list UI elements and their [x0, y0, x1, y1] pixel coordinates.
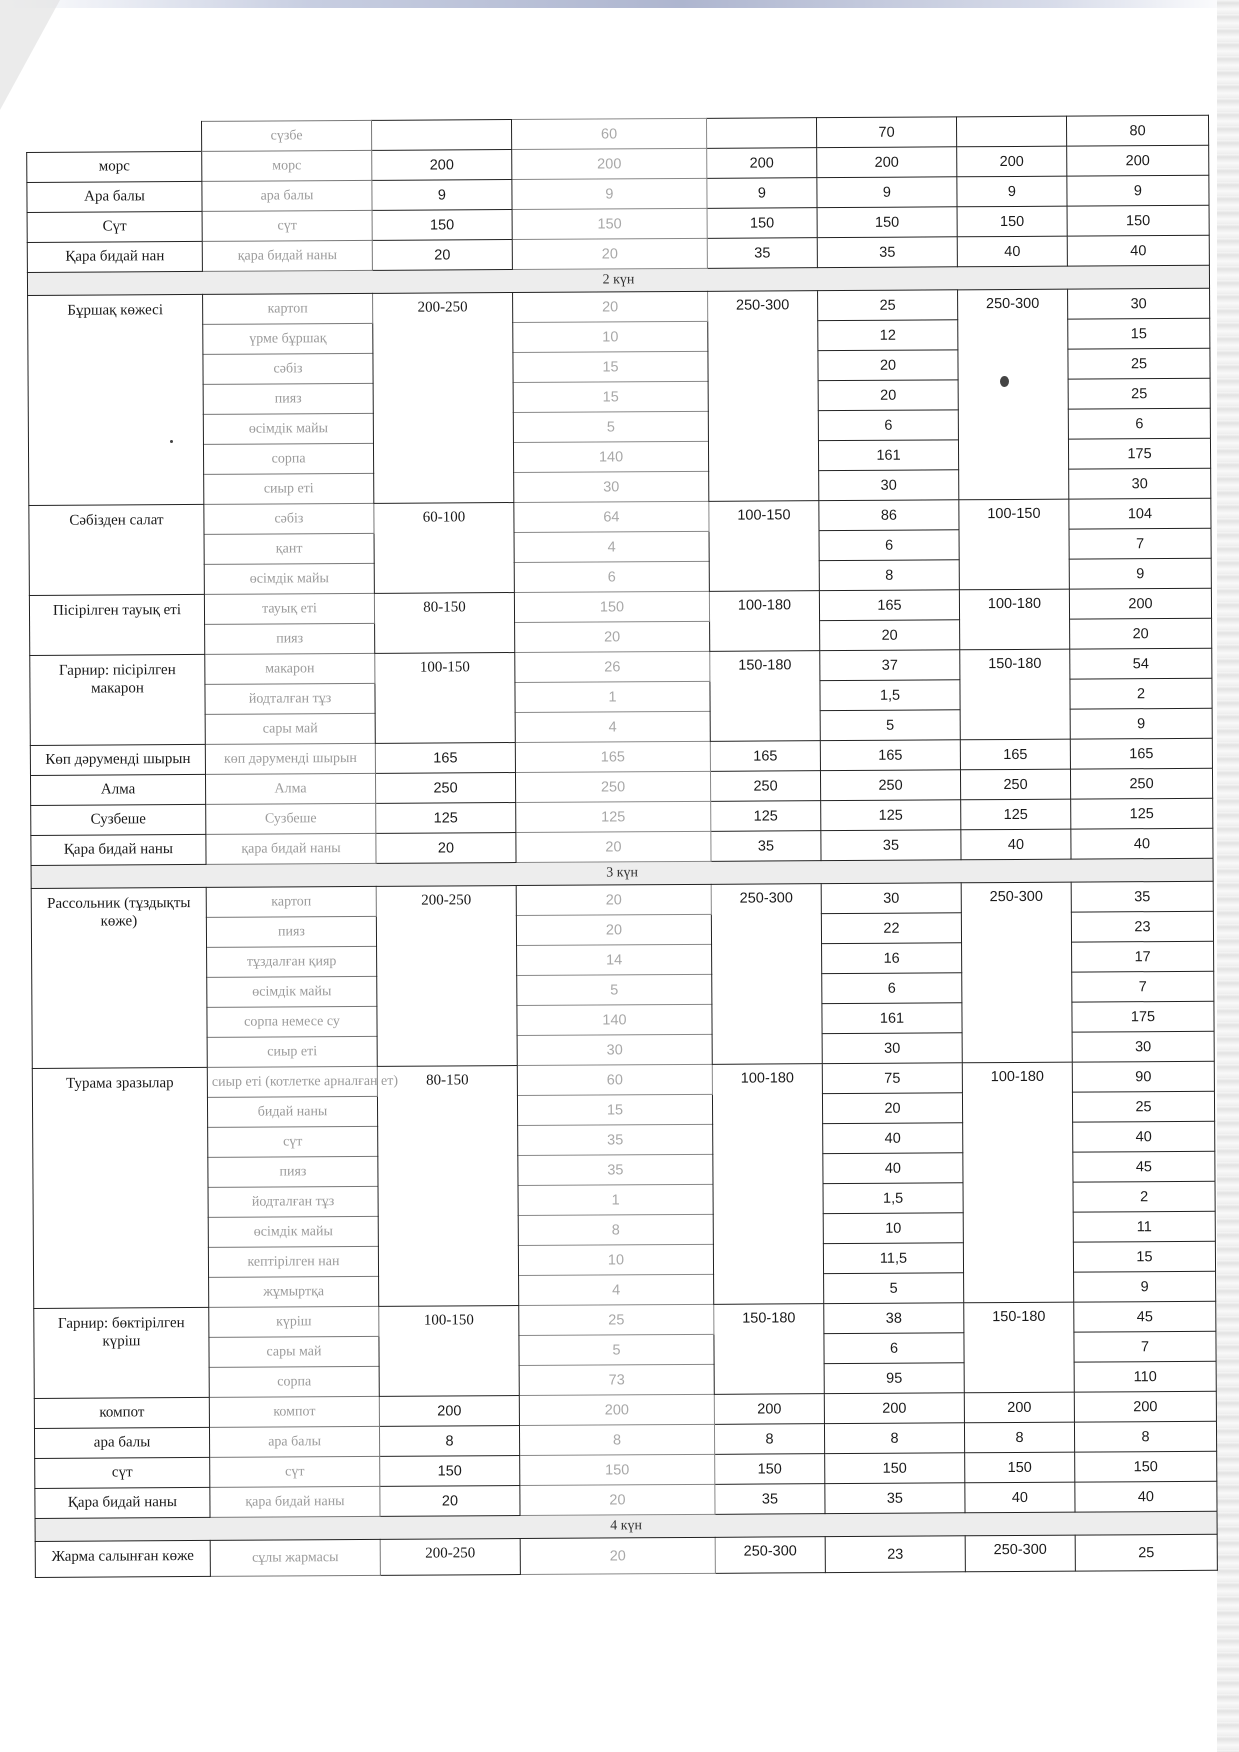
gross-group3: 23 — [1071, 911, 1213, 942]
dish-name: сүт — [35, 1457, 210, 1488]
portion-group2: 150-180 — [710, 651, 821, 742]
gross-group2: 22 — [821, 913, 961, 944]
ingredient-name: йодталған тұз — [208, 1186, 378, 1217]
gross-group3: 35 — [1071, 881, 1213, 912]
gross-group1: 10 — [513, 321, 708, 352]
ingredient-name: тауық еті — [204, 593, 374, 624]
portion-group1: 150 — [372, 210, 512, 241]
ingredient-name: сары май — [205, 713, 375, 744]
gross-group2: 25 — [818, 290, 958, 321]
portion-group1: 100-150 — [379, 1306, 520, 1397]
gross-group3: 9 — [1067, 175, 1209, 206]
portion-group2: 100-180 — [709, 591, 819, 652]
portion-group1: 100-150 — [375, 653, 516, 744]
gross-group3: 200 — [1069, 588, 1211, 619]
day-label: 4 күн — [35, 1511, 1217, 1541]
portion-group2: 125 — [711, 801, 821, 832]
gross-group2: 95 — [824, 1363, 964, 1394]
portion-group1: 20 — [376, 833, 516, 864]
dish-name: Сузбеше — [31, 804, 206, 835]
dish-name: Ара балы — [27, 181, 202, 212]
gross-group2: 200 — [817, 147, 957, 178]
gross-group1: 20 — [520, 1537, 715, 1574]
gross-group2: 86 — [819, 500, 959, 531]
gross-group2: 6 — [819, 530, 959, 561]
gross-group3: 104 — [1069, 498, 1211, 529]
ingredient-name: ара балы — [209, 1426, 379, 1457]
ingredient-name: сорпа — [209, 1366, 379, 1397]
scan-edge-right — [1217, 0, 1239, 1752]
gross-group1: 4 — [519, 1274, 714, 1305]
portion-group3: 250-300 — [958, 289, 1069, 500]
portion-group3: 165 — [960, 739, 1070, 770]
ingredient-name: кептірілген нан — [208, 1246, 378, 1277]
portion-group2: 100-180 — [712, 1064, 823, 1305]
gross-group3: 40 — [1067, 235, 1209, 266]
table-row — [31, 881, 1213, 918]
ingredient-name: пияз — [208, 1156, 378, 1187]
portion-group3: 250-300 — [965, 1535, 1075, 1572]
gross-group1: 250 — [515, 771, 710, 802]
gross-group3: 30 — [1072, 1031, 1214, 1062]
gross-group1: 4 — [515, 711, 710, 742]
gross-group2: 9 — [817, 177, 957, 208]
gross-group3: 165 — [1070, 738, 1212, 769]
gross-group3: 250 — [1070, 768, 1212, 799]
ingredient-name: сүзбе — [201, 120, 371, 151]
portion-group2: 165 — [710, 741, 820, 772]
gross-group3: 110 — [1074, 1361, 1216, 1392]
gross-group2: 6 — [822, 973, 962, 1004]
dish-name: Бұршақ көжесі — [28, 294, 204, 505]
ingredient-name: қант — [204, 533, 374, 564]
gross-group3: 25 — [1072, 1091, 1214, 1122]
gross-group1: 150 — [514, 591, 709, 622]
portion-group3: 8 — [964, 1422, 1074, 1453]
portion-group2: 150 — [707, 208, 817, 239]
gross-group1: 14 — [517, 944, 712, 975]
gross-group1: 200 — [519, 1394, 714, 1425]
gross-group1: 20 — [512, 238, 707, 269]
portion-group3: 100-150 — [959, 499, 1070, 590]
gross-group2: 75 — [822, 1063, 962, 1094]
gross-group1: 20 — [513, 291, 708, 322]
gross-group1: 165 — [515, 741, 710, 772]
portion-group2: 250 — [710, 771, 820, 802]
gross-group1: 60 — [517, 1064, 712, 1095]
gross-group2: 38 — [824, 1303, 964, 1334]
portion-group3: 40 — [961, 829, 1071, 860]
ingredient-name: пияз — [206, 916, 376, 947]
gross-group2: 165 — [819, 590, 959, 621]
ingredient-name: көп дәруменді шырын — [205, 743, 375, 774]
portion-group1: 200-250 — [376, 886, 517, 1067]
gross-group2: 12 — [818, 320, 958, 351]
ingredient-name: тұздалған қияр — [207, 946, 377, 977]
gross-group1: 26 — [515, 651, 710, 682]
scan-dot — [1000, 376, 1009, 387]
gross-group3: 40 — [1071, 828, 1213, 859]
gross-group3: 11 — [1073, 1211, 1215, 1242]
gross-group1: 140 — [513, 441, 708, 472]
gross-group1: 9 — [512, 178, 707, 209]
gross-group2: 30 — [822, 1033, 962, 1064]
gross-group2: 35 — [825, 1483, 965, 1514]
ingredient-name: сәбіз — [204, 503, 374, 534]
portion-group2 — [706, 118, 816, 149]
portion-group3: 200 — [964, 1392, 1074, 1423]
gross-group3: 45 — [1073, 1151, 1215, 1182]
gross-group3: 15 — [1073, 1241, 1215, 1272]
dish-name: Гарнир: бөктірілген күріш — [34, 1307, 210, 1398]
portion-group2: 250-300 — [715, 1537, 825, 1574]
portion-group2: 150-180 — [714, 1304, 825, 1395]
ingredient-name: пияз — [205, 623, 375, 654]
gross-group2: 8 — [824, 1423, 964, 1454]
portion-group1: 8 — [379, 1426, 519, 1457]
ingredient-name: өсімдік майы — [204, 563, 374, 594]
gross-group1: 140 — [517, 1004, 712, 1035]
gross-group2: 165 — [820, 740, 960, 771]
gross-group3: 17 — [1072, 941, 1214, 972]
gross-group2: 40 — [823, 1153, 963, 1184]
gross-group3: 200 — [1067, 145, 1209, 176]
dish-name: Қара бидай нан — [27, 241, 202, 272]
gross-group1: 20 — [515, 621, 710, 652]
portion-group2: 250-300 — [711, 884, 822, 1065]
portion-group1: 200 — [379, 1396, 519, 1427]
gross-group2: 40 — [823, 1123, 963, 1154]
scan-speck — [170, 440, 173, 443]
dish-name: Қара бидай наны — [35, 1487, 210, 1518]
gross-group2: 8 — [819, 560, 959, 591]
portion-group2: 35 — [707, 238, 817, 269]
dish-name: Рассольник (тұздықты көже) — [31, 887, 207, 1068]
ingredient-name: пияз — [203, 383, 373, 414]
gross-group2: 16 — [822, 943, 962, 974]
gross-group1: 5 — [517, 974, 712, 1005]
gross-group3: 150 — [1067, 205, 1209, 236]
gross-group2: 125 — [821, 800, 961, 831]
portion-group3: 200 — [957, 146, 1067, 177]
gross-group1: 35 — [518, 1124, 713, 1155]
ingredient-name: қара бидай наны — [206, 833, 376, 864]
gross-group1: 5 — [513, 411, 708, 442]
gross-group2: 20 — [820, 620, 960, 651]
ingredient-name: өсімдік майы — [207, 976, 377, 1007]
gross-group2: 35 — [821, 830, 961, 861]
table-row — [28, 288, 1210, 325]
dish-name: Қара бидай наны — [31, 834, 206, 865]
gross-group3: 8 — [1074, 1421, 1216, 1452]
gross-group3: 80 — [1066, 115, 1208, 146]
portion-group1: 80-150 — [377, 1066, 518, 1307]
gross-group3: 15 — [1068, 318, 1210, 349]
gross-group1: 15 — [513, 351, 708, 382]
dish-name: Гарнир: пісірілген макарон — [30, 654, 206, 745]
table-row — [29, 588, 1211, 625]
gross-group3: 9 — [1074, 1271, 1216, 1302]
portion-group2: 200 — [714, 1394, 824, 1425]
ingredient-name: сүт — [210, 1456, 380, 1487]
portion-group1: 200-250 — [380, 1539, 520, 1576]
gross-group2: 1,5 — [823, 1183, 963, 1214]
gross-group2: 35 — [817, 237, 957, 268]
table-row — [30, 648, 1212, 685]
portion-group1: 200-250 — [373, 293, 514, 504]
portion-group3: 150-180 — [964, 1302, 1075, 1393]
table-row — [29, 498, 1211, 535]
portion-group3: 100-180 — [959, 589, 1069, 650]
gross-group2: 10 — [823, 1213, 963, 1244]
portion-group1: 80-150 — [374, 593, 514, 654]
ingredient-name: сорпа немесе су — [207, 1006, 377, 1037]
gross-group3: 54 — [1070, 648, 1212, 679]
table-row — [35, 1534, 1217, 1577]
portion-group1: 60-100 — [374, 503, 515, 594]
gross-group3: 6 — [1068, 408, 1210, 439]
portion-group3: 100-180 — [962, 1062, 1073, 1303]
ingredient-name: макарон — [205, 653, 375, 684]
gross-group2: 6 — [818, 410, 958, 441]
dish-name: Сәбізден салат — [29, 504, 205, 595]
ingredient-name: сәбіз — [203, 353, 373, 384]
portion-group3: 125 — [961, 799, 1071, 830]
gross-group1: 30 — [517, 1034, 712, 1065]
ingredient-name: морс — [202, 150, 372, 181]
portion-group3: 9 — [957, 176, 1067, 207]
portion-group1: 125 — [376, 803, 516, 834]
ingredient-name: сүт — [202, 210, 372, 241]
portion-group3: 40 — [957, 236, 1067, 267]
gross-group1: 8 — [518, 1214, 713, 1245]
ingredient-name: йодталған тұз — [205, 683, 375, 714]
gross-group3: 90 — [1072, 1061, 1214, 1092]
gross-group1: 25 — [519, 1304, 714, 1335]
ingredient-name: Алма — [205, 773, 375, 804]
day-label: 2 күн — [27, 265, 1209, 295]
portion-group3: 40 — [965, 1482, 1075, 1513]
gross-group2: 23 — [825, 1536, 965, 1573]
portion-group2: 35 — [715, 1484, 825, 1515]
portion-group1 — [371, 120, 511, 151]
ingredient-name: бидай наны — [207, 1096, 377, 1127]
ingredient-name: сорпа — [203, 443, 373, 474]
dish-name: Көп дәруменді шырын — [30, 744, 205, 775]
scan-edge-top — [0, 0, 1239, 8]
gross-group2: 70 — [816, 117, 956, 148]
empty-cell — [27, 121, 202, 152]
table-row — [32, 1061, 1214, 1098]
gross-group1: 60 — [511, 118, 706, 149]
gross-group2: 1,5 — [820, 680, 960, 711]
portion-group3: 250-300 — [961, 882, 1072, 1063]
portion-group3: 150 — [965, 1452, 1075, 1483]
ingredient-name: өсімдік майы — [208, 1216, 378, 1247]
menu-table-body — [27, 115, 1218, 1577]
portion-group2: 35 — [711, 831, 821, 862]
gross-group2: 20 — [818, 350, 958, 381]
gross-group1: 35 — [518, 1154, 713, 1185]
portion-group2: 250-300 — [708, 291, 819, 502]
ingredient-name: Сузбеше — [206, 803, 376, 834]
gross-group2: 150 — [817, 207, 957, 238]
gross-group1: 10 — [518, 1244, 713, 1275]
gross-group1: 1 — [515, 681, 710, 712]
gross-group3: 7 — [1074, 1331, 1216, 1362]
gross-group1: 6 — [514, 561, 709, 592]
gross-group3: 30 — [1068, 288, 1210, 319]
gross-group2: 37 — [820, 650, 960, 681]
gross-group1: 15 — [513, 381, 708, 412]
gross-group1: 4 — [514, 531, 709, 562]
ingredient-name: сиыр еті — [207, 1036, 377, 1067]
gross-group3: 125 — [1071, 798, 1213, 829]
gross-group2: 20 — [818, 380, 958, 411]
gross-group3: 9 — [1070, 708, 1212, 739]
ingredient-name: сиыр еті (котлетке арналған ет) — [207, 1066, 377, 1097]
gross-group1: 8 — [519, 1424, 714, 1455]
scan-folded-corner — [0, 0, 60, 110]
portion-group1: 200 — [372, 150, 512, 181]
gross-group2: 200 — [824, 1393, 964, 1424]
gross-group3: 25 — [1068, 378, 1210, 409]
dish-name: компот — [34, 1397, 209, 1428]
portion-group3: 150 — [957, 206, 1067, 237]
table-row — [34, 1301, 1216, 1338]
gross-group3: 175 — [1068, 438, 1210, 469]
gross-group3: 150 — [1075, 1451, 1217, 1482]
portion-group3 — [956, 116, 1066, 147]
gross-group2: 161 — [818, 440, 958, 471]
ingredient-name: сиыр еті — [204, 473, 374, 504]
gross-group3: 45 — [1074, 1301, 1216, 1332]
dish-name: ара балы — [34, 1427, 209, 1458]
gross-group3: 2 — [1073, 1181, 1215, 1212]
ingredient-name: қара бидай наны — [210, 1486, 380, 1517]
gross-group3: 20 — [1070, 618, 1212, 649]
dish-name: Алма — [30, 774, 205, 805]
menu-table — [26, 115, 1218, 1578]
ingredient-name: картоп — [203, 293, 373, 324]
gross-group3: 25 — [1068, 348, 1210, 379]
gross-group1: 125 — [516, 801, 711, 832]
dish-name: Жарма салынған көже — [35, 1540, 210, 1577]
gross-group3: 7 — [1069, 528, 1211, 559]
gross-group3: 40 — [1073, 1121, 1215, 1152]
gross-group1: 73 — [519, 1364, 714, 1395]
day-label: 3 күн — [31, 858, 1213, 888]
gross-group3: 25 — [1075, 1534, 1217, 1571]
gross-group3: 7 — [1072, 971, 1214, 1002]
ingredient-name: жұмыртқа — [209, 1276, 379, 1307]
gross-group1: 150 — [512, 208, 707, 239]
dish-name: Пісірілген тауық еті — [29, 594, 204, 655]
gross-group1: 64 — [514, 501, 709, 532]
gross-group2: 150 — [825, 1453, 965, 1484]
gross-group1: 20 — [516, 831, 711, 862]
portion-group3: 150-180 — [960, 649, 1071, 740]
portion-group2: 100-150 — [709, 501, 820, 592]
gross-group1: 200 — [512, 148, 707, 179]
ingredient-name: сары май — [209, 1336, 379, 1367]
gross-group1: 20 — [516, 914, 711, 945]
portion-group1: 20 — [372, 240, 512, 271]
gross-group1: 20 — [516, 884, 711, 915]
gross-group2: 161 — [822, 1003, 962, 1034]
gross-group1: 5 — [519, 1334, 714, 1365]
gross-group3: 200 — [1074, 1391, 1216, 1422]
portion-group1: 165 — [375, 743, 515, 774]
gross-group1: 15 — [517, 1094, 712, 1125]
gross-group1: 1 — [518, 1184, 713, 1215]
portion-group2: 150 — [715, 1454, 825, 1485]
gross-group3: 30 — [1069, 468, 1211, 499]
ingredient-name: ара балы — [202, 180, 372, 211]
gross-group1: 150 — [520, 1454, 715, 1485]
gross-group1: 30 — [514, 471, 709, 502]
gross-group1: 20 — [520, 1484, 715, 1515]
gross-group2: 5 — [824, 1273, 964, 1304]
menu-sheet — [26, 115, 1217, 1578]
portion-group1: 250 — [375, 773, 515, 804]
ingredient-name: күріш — [209, 1306, 379, 1337]
gross-group2: 250 — [820, 770, 960, 801]
portion-group3: 250 — [960, 769, 1070, 800]
gross-group2: 6 — [824, 1333, 964, 1364]
gross-group3: 2 — [1070, 678, 1212, 709]
gross-group2: 30 — [821, 883, 961, 914]
gross-group3: 175 — [1072, 1001, 1214, 1032]
portion-group2: 200 — [707, 148, 817, 179]
gross-group2: 5 — [820, 710, 960, 741]
ingredient-name: сүт — [208, 1126, 378, 1157]
ingredient-name: қара бидай наны — [202, 240, 372, 271]
ingredient-name: картоп — [206, 886, 376, 917]
portion-group2: 9 — [707, 178, 817, 209]
portion-group1: 9 — [372, 180, 512, 211]
ingredient-name: сұлы жармасы — [210, 1539, 380, 1576]
dish-name: Сүт — [27, 211, 202, 242]
gross-group3: 40 — [1075, 1481, 1217, 1512]
dish-name: морс — [27, 151, 202, 182]
portion-group1: 150 — [380, 1456, 520, 1487]
gross-group2: 11,5 — [823, 1243, 963, 1274]
ingredient-name: үрме бұршақ — [203, 323, 373, 354]
portion-group1: 20 — [380, 1486, 520, 1517]
ingredient-name: компот — [209, 1396, 379, 1427]
ingredient-name: өсімдік майы — [203, 413, 373, 444]
dish-name: Турама зразылар — [32, 1067, 208, 1308]
portion-group2: 8 — [714, 1424, 824, 1455]
gross-group3: 9 — [1069, 558, 1211, 589]
gross-group2: 20 — [822, 1093, 962, 1124]
gross-group2: 30 — [819, 470, 959, 501]
